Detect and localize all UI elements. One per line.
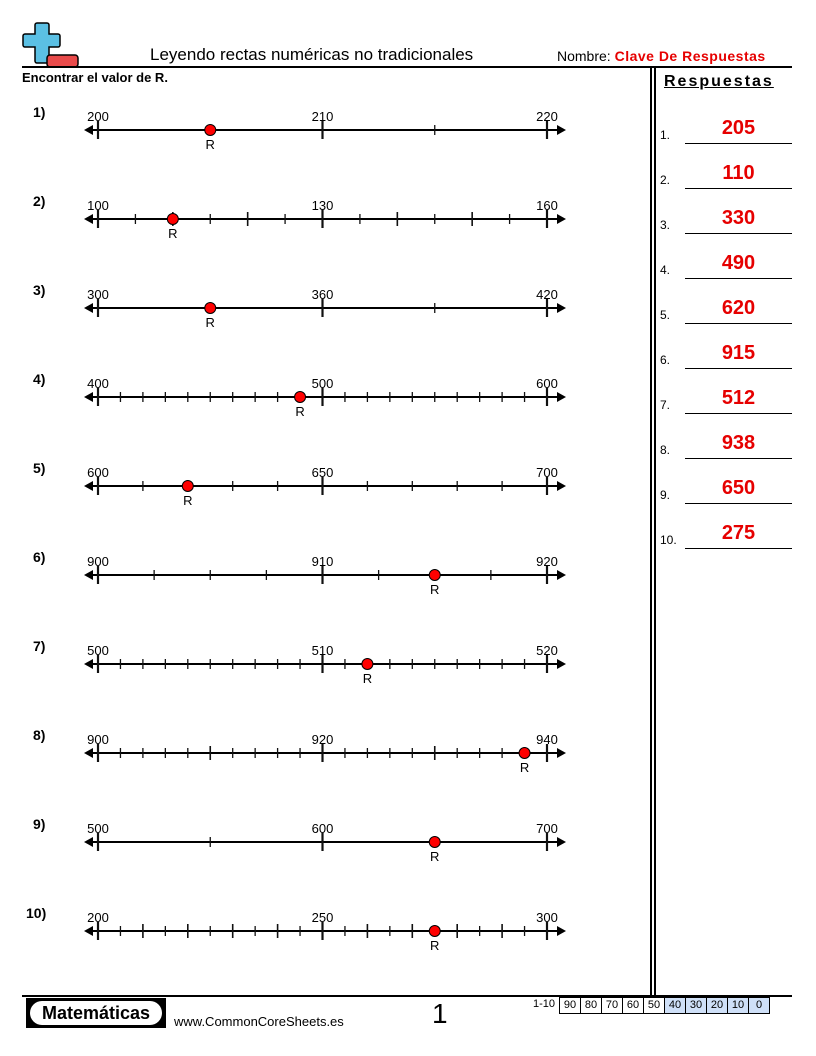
problem-number: 1) [33, 104, 46, 120]
point-r-label: R [362, 671, 373, 686]
answer-line [685, 458, 792, 459]
answer-value[interactable]: 512 [721, 387, 756, 409]
arrow-right-icon [557, 659, 566, 669]
answer-row [660, 521, 792, 547]
answers-title: Respuestas [664, 73, 774, 90]
number-line [0, 189, 640, 249]
column-divider-left [650, 68, 652, 996]
tick-label-mid: 920 [311, 732, 334, 747]
tick-label-end: 220 [536, 109, 558, 124]
point-r-marker [429, 926, 440, 937]
answer-number: 8. [660, 443, 671, 457]
arrow-left-icon [84, 303, 93, 313]
number-line [0, 278, 640, 338]
arrow-right-icon [557, 926, 566, 936]
answer-value[interactable]: 490 [721, 252, 756, 274]
tick-label-start: 200 [87, 910, 109, 925]
page-number: 1 [432, 998, 448, 1029]
tick-label-mid: 910 [311, 554, 334, 569]
tick-label-start: 100 [87, 198, 109, 213]
answer-row [660, 386, 792, 412]
arrow-right-icon [557, 303, 566, 313]
tick-label-start: 600 [87, 465, 109, 480]
answer-row [660, 161, 792, 187]
answer-row [660, 116, 792, 142]
tick-label-end: 920 [536, 554, 558, 569]
tick-label-mid: 510 [311, 643, 334, 658]
tick-label-start: 500 [87, 643, 109, 658]
tick-label-mid: 650 [311, 465, 334, 480]
tick-label-mid: 500 [311, 376, 334, 391]
answer-line [685, 143, 792, 144]
arrow-left-icon [84, 926, 93, 936]
arrow-right-icon [557, 125, 566, 135]
problem-number: 5) [33, 460, 46, 476]
answer-number: 2. [660, 173, 671, 187]
score-cell: 90 [559, 997, 581, 1014]
tick-label-mid: 600 [311, 821, 334, 836]
name-field [557, 48, 766, 64]
number-line [0, 812, 640, 872]
point-r-marker [295, 392, 306, 403]
score-table [530, 997, 770, 1014]
tick-label-end: 940 [536, 732, 558, 747]
point-r-label: R [430, 582, 440, 597]
arrow-right-icon [557, 392, 566, 402]
score-cell: 20 [707, 997, 728, 1014]
tick-label-start: 300 [87, 287, 109, 302]
point-r-label: R [183, 493, 193, 508]
point-r-label: R [519, 760, 530, 775]
answer-line [685, 413, 792, 414]
number-line [0, 634, 640, 694]
answer-number: 4. [660, 263, 671, 277]
answer-row [660, 476, 792, 502]
logo-plus-minus-icon [22, 22, 80, 68]
answer-number: 10. [660, 533, 677, 547]
arrow-right-icon [557, 748, 566, 758]
tick-label-mid: 130 [311, 198, 334, 213]
answer-number: 6. [660, 353, 671, 367]
arrow-right-icon [557, 214, 566, 224]
point-r-marker [182, 481, 193, 492]
answer-value[interactable]: 205 [721, 117, 756, 139]
answer-line [685, 548, 792, 549]
tick-label-end: 300 [536, 910, 558, 925]
tick-label-end: 520 [536, 643, 558, 658]
answer-row [660, 431, 792, 457]
point-r-label: R [205, 137, 215, 152]
arrow-left-icon [84, 748, 93, 758]
number-line [0, 367, 640, 427]
arrow-left-icon [84, 214, 93, 224]
answer-row [660, 251, 792, 277]
tick-label-end: 700 [536, 465, 558, 480]
arrow-left-icon [84, 125, 93, 135]
problem-number: 4) [33, 371, 46, 387]
point-r-label: R [430, 849, 440, 864]
answer-line [685, 368, 792, 369]
column-divider-right [654, 68, 656, 996]
answer-line [685, 233, 792, 234]
point-r-label: R [430, 938, 440, 953]
point-r-marker [429, 837, 440, 848]
answer-number: 5. [660, 308, 671, 322]
tick-label-end: 420 [536, 287, 558, 302]
arrow-left-icon [84, 570, 93, 580]
score-range-label: 1-10 [533, 998, 556, 1010]
point-r-marker [429, 570, 440, 581]
name-value: Clave De Respuestas [614, 48, 766, 64]
point-r-marker [205, 125, 216, 136]
answer-value[interactable]: 275 [721, 522, 756, 544]
answer-number: 1. [660, 128, 671, 142]
arrow-left-icon [84, 837, 93, 847]
score-cell: 10 [728, 997, 749, 1014]
tick-label-mid: 360 [311, 287, 334, 302]
answer-value[interactable]: 650 [721, 477, 756, 499]
arrow-right-icon [557, 570, 566, 580]
answer-value[interactable]: 915 [721, 342, 756, 364]
problem-number: 2) [33, 193, 46, 209]
score-cell: 80 [581, 997, 602, 1014]
problem-number: 9) [33, 816, 46, 832]
answer-value[interactable]: 620 [721, 297, 756, 319]
score-cell: 70 [602, 997, 623, 1014]
score-cell: 0 [749, 997, 770, 1014]
answer-number: 3. [660, 218, 671, 232]
tick-label-end: 160 [536, 198, 558, 213]
tick-label-mid: 210 [311, 109, 334, 124]
answer-line [685, 323, 792, 324]
answer-row [660, 296, 792, 322]
arrow-left-icon [84, 659, 93, 669]
arrow-left-icon [84, 481, 93, 491]
tick-label-start: 900 [87, 554, 109, 569]
answer-line [685, 278, 792, 279]
brand-badge [26, 998, 166, 1028]
tick-label-start: 900 [87, 732, 109, 747]
point-r-marker [167, 214, 178, 225]
answer-row [660, 206, 792, 232]
point-r-label: R [168, 226, 178, 241]
problem-number: 3) [33, 282, 46, 298]
problem-number: 10) [26, 905, 47, 921]
score-cell: 40 [665, 997, 686, 1014]
problem-number: 6) [33, 549, 46, 565]
point-r-marker [362, 659, 373, 670]
number-line [0, 723, 640, 783]
score-cell: 60 [623, 997, 644, 1014]
tick-label-end: 600 [536, 376, 558, 391]
arrow-right-icon [557, 481, 566, 491]
problem-number: 7) [33, 638, 46, 654]
answer-value[interactable]: 938 [721, 432, 756, 454]
answer-value[interactable]: 330 [721, 207, 756, 229]
number-line [0, 545, 640, 605]
answer-number: 9. [660, 488, 671, 502]
site-url: www.CommonCoreSheets.es [174, 1014, 344, 1029]
answer-value[interactable]: 110 [722, 162, 755, 184]
point-r-label: R [295, 404, 305, 419]
arrow-left-icon [84, 392, 93, 402]
answer-number: 7. [660, 398, 671, 412]
score-cell: 30 [686, 997, 707, 1014]
point-r-marker [519, 748, 530, 759]
header-divider [22, 66, 792, 68]
tick-label-start: 200 [87, 109, 109, 124]
answer-line [685, 503, 792, 504]
tick-label-end: 700 [536, 821, 558, 836]
problem-number: 8) [33, 727, 46, 743]
point-r-label: R [205, 315, 215, 330]
tick-label-mid: 250 [311, 910, 334, 925]
brand-label: Matemáticas [30, 1001, 162, 1025]
arrow-right-icon [557, 837, 566, 847]
point-r-marker [205, 303, 216, 314]
score-cell: 50 [644, 997, 665, 1014]
number-line [0, 901, 640, 961]
tick-label-start: 400 [87, 376, 109, 391]
number-line [0, 100, 640, 160]
instructions: Encontrar el valor de R. [22, 70, 168, 85]
number-line [0, 456, 640, 516]
answer-row [660, 341, 792, 367]
tick-label-start: 500 [87, 821, 109, 836]
name-label: Nombre: [557, 48, 611, 64]
worksheet-title: Leyendo rectas numéricas no tradicionales [150, 45, 474, 64]
answer-line [685, 188, 792, 189]
